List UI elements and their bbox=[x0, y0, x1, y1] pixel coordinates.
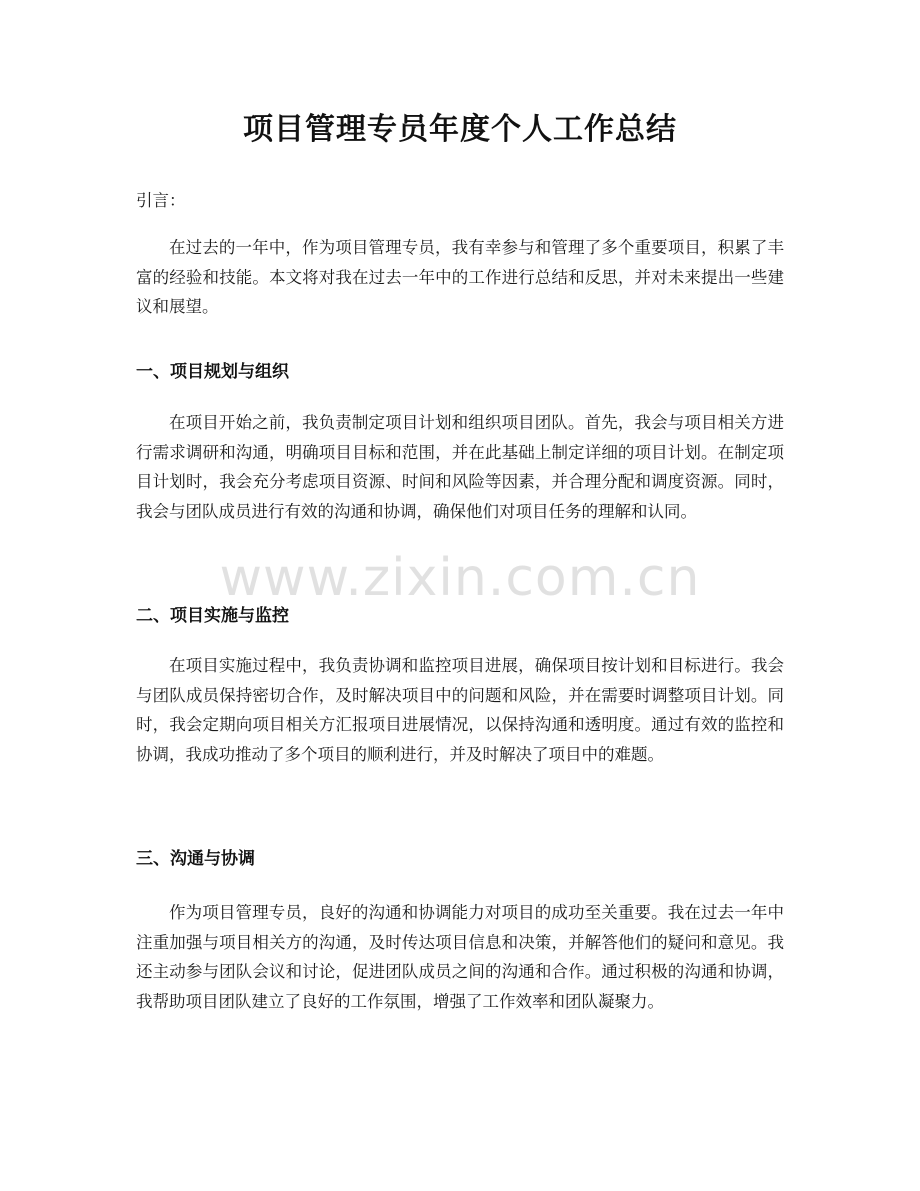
section-heading-implementation: 二、项目实施与监控 bbox=[136, 606, 289, 626]
intro-label: 引言： bbox=[136, 191, 186, 210]
section-paragraph-communication: 作为项目管理专员，良好的沟通和协调能力对项目的成功至关重要。我在过去一年中注重加强与项目相关方的沟通，及时传达项目信息和决策，并解答他们的疑问和意见。我还主动参与团队会议和讨论，促进团队成员之间的沟通和合作。通过积极的沟通和协调，我帮助项目团队建立了良好的工作氛围，增强了工作效率和团队凝聚力。 bbox=[136, 903, 784, 1011]
watermark: www.zixin.com.cn bbox=[219, 548, 701, 608]
document-title: 项目管理专员年度个人工作总结 bbox=[243, 112, 677, 147]
section-paragraph-planning: 在项目开始之前，我负责制定项目计划和组织项目团队。首先，我会与项目相关方进行需求调研和沟通，明确项目目标和范围，并在此基础上制定详细的项目计划。在制定项目计划时，我会充分考虑项目资源、时间和风险等因素，并合理分配和调度资源。同时，我会与团队成员进行有效的沟通和协调，确保他们对项目任务的理解和认同。 bbox=[136, 413, 784, 521]
intro-paragraph: 在过去的一年中，作为项目管理专员，我有幸参与和管理了多个重要项目，积累了丰富的经验和技能。本文将对我在过去一年中的工作进行总结和反思，并对未来提出一些建议和展望。 bbox=[136, 238, 784, 316]
section-heading-communication: 三、沟通与协调 bbox=[136, 849, 255, 869]
section-heading-planning: 一、项目规划与组织 bbox=[136, 362, 289, 382]
section-paragraph-implementation: 在项目实施过程中，我负责协调和监控项目进展，确保项目按计划和目标进行。我会与团队成员保持密切合作，及时解决项目中的问题和风险，并在需要时调整项目计划。同时，我会定期向项目相关方汇报项目进展情况，以保持沟通和透明度。通过有效的监控和协调，我成功推动了多个项目的顺利进行，并及时解决了项目中的难题。 bbox=[136, 656, 784, 764]
